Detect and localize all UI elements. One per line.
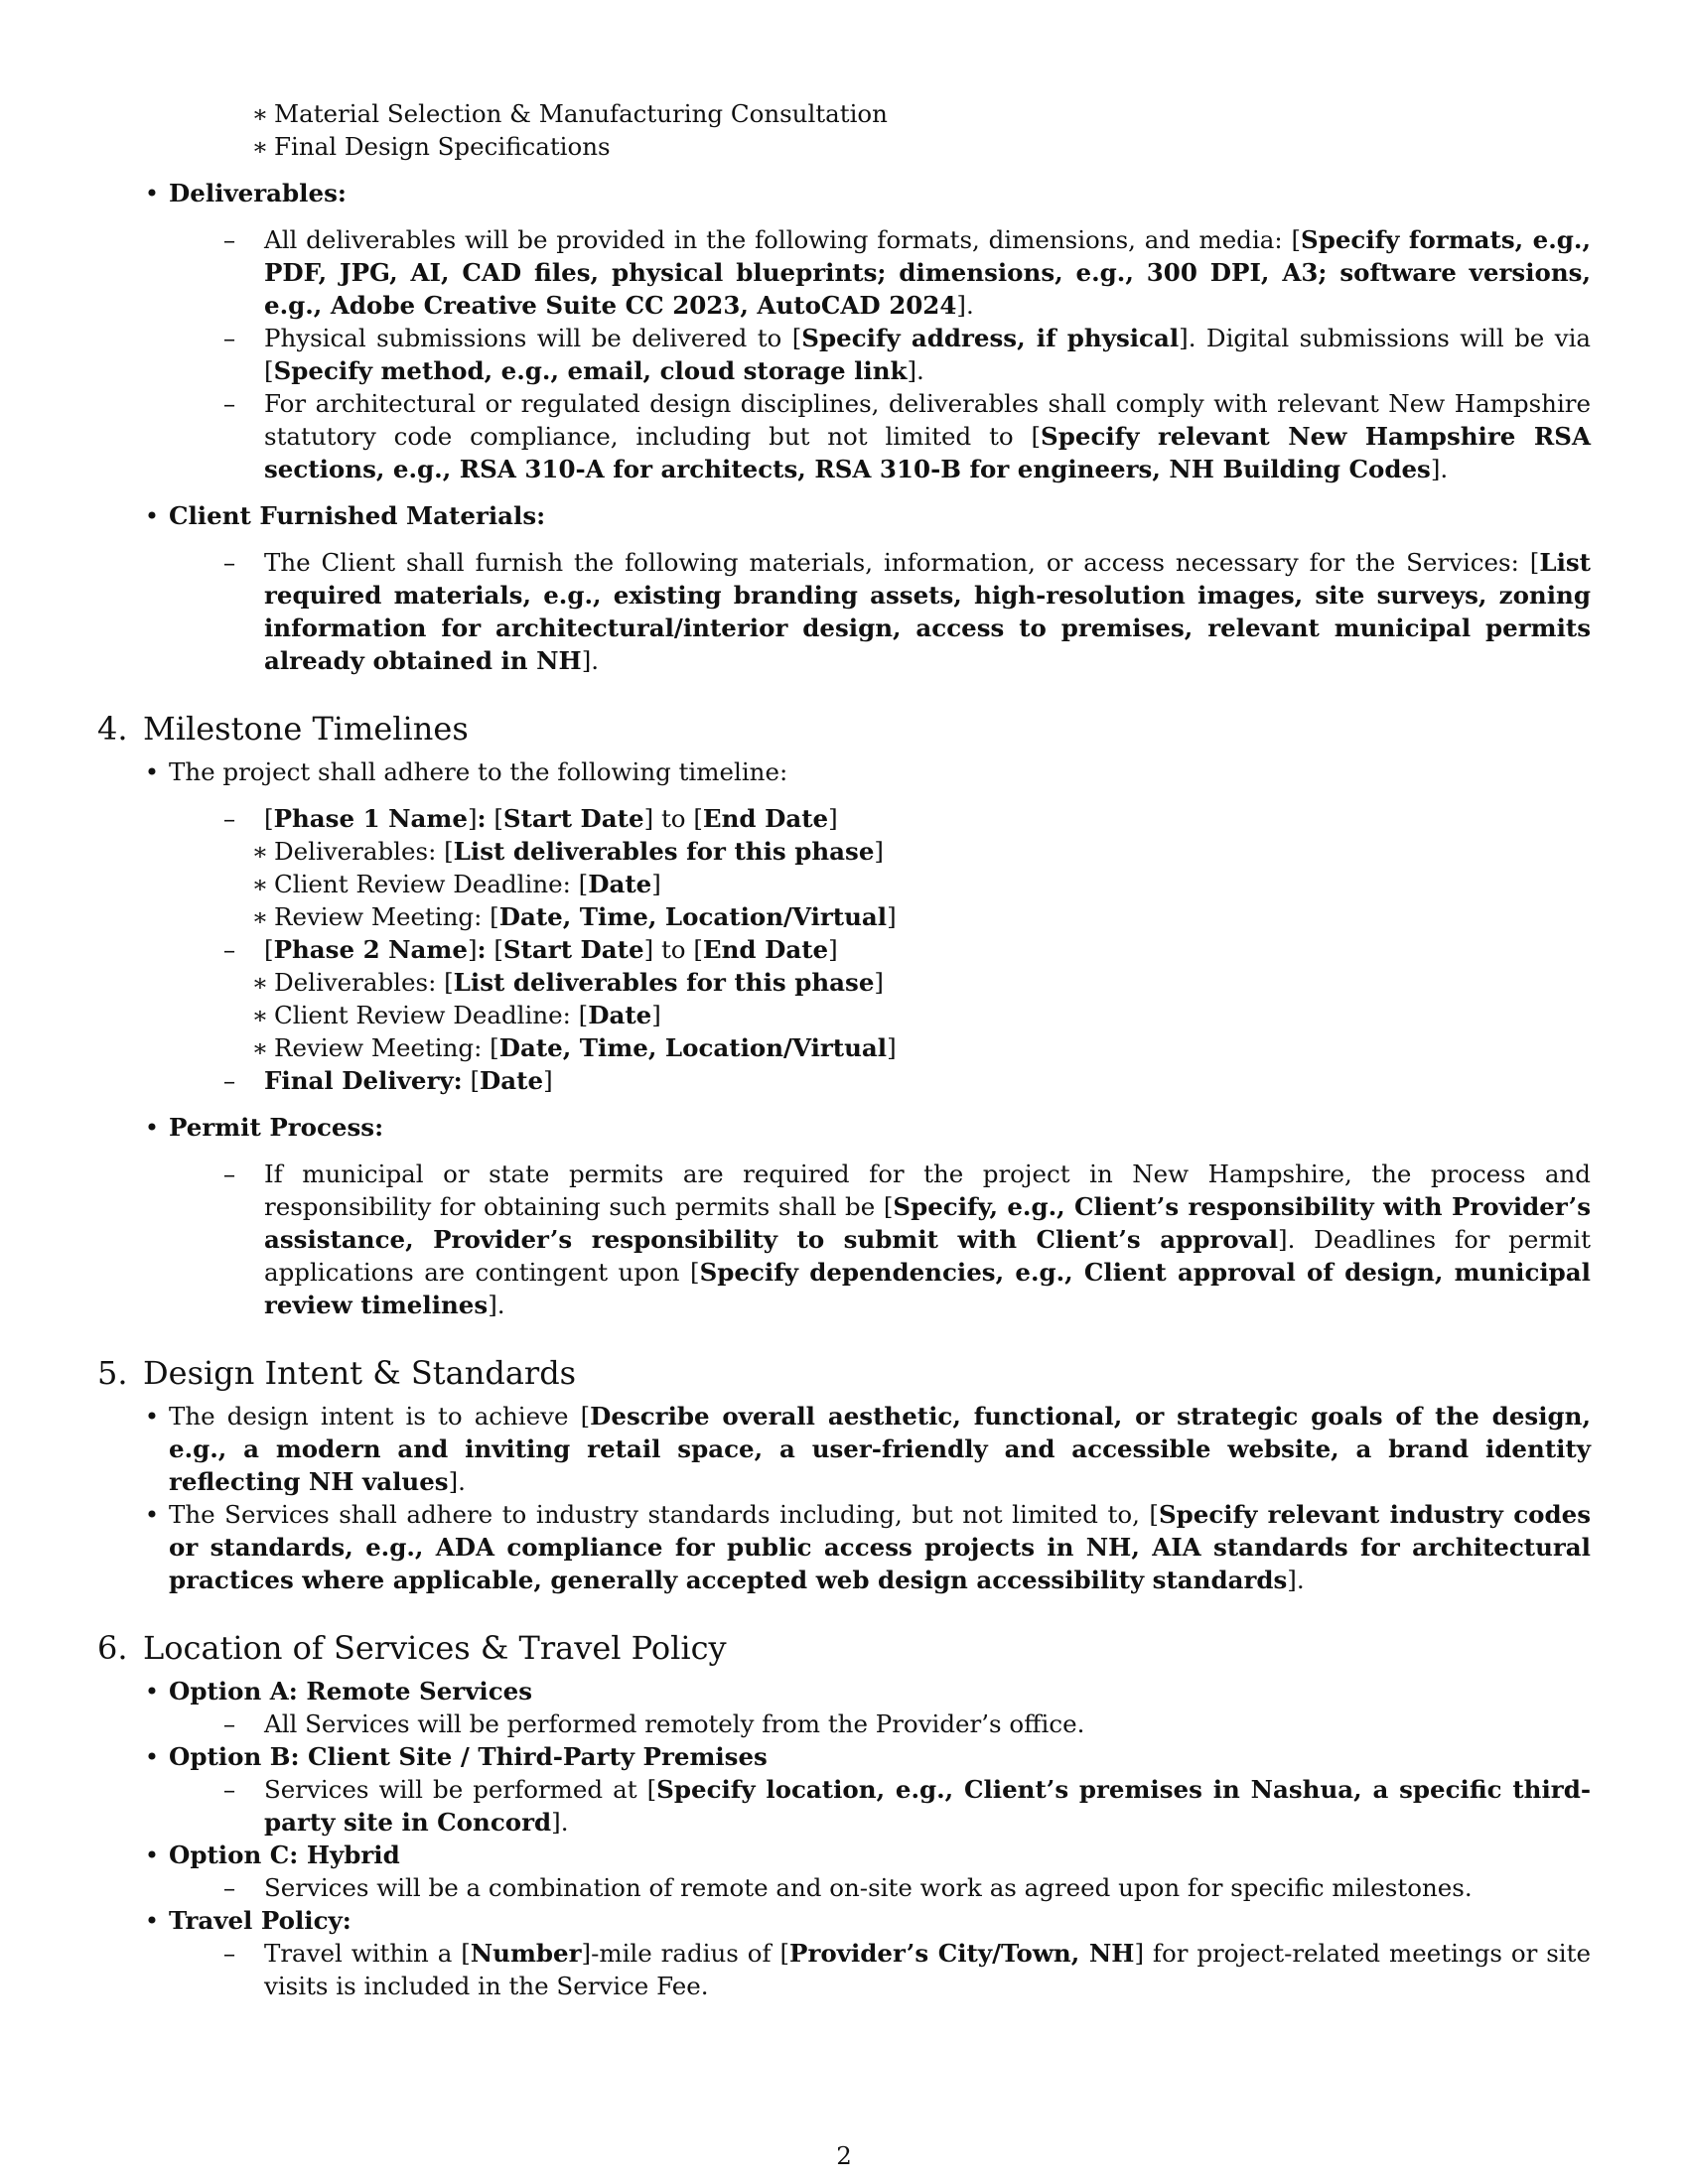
bullet-icon: • — [144, 1500, 160, 1529]
bullet-icon: • — [144, 1742, 160, 1771]
phase-item: – [Phase 1 Name]: [Start Date] to [End Date] — [97, 802, 1591, 835]
bullet-icon: • — [144, 501, 160, 530]
list-item: • The design intent is to achieve [Describe overall aesthetic, functional, or strategic goals of the design, e.g., a modern and inviting retail space, a user-friendly and accessible website, a brand identity reflecting NH values]. — [97, 1400, 1591, 1498]
list-item-client-furnished-materials: • Client Furnished Materials: — [97, 499, 1591, 532]
list-item: – The Client shall furnish the following materials, information, or access necessary for the Services: [List required materials, e.g., existing branding assets, high-resolution images, site surveys, zoning information for architectural/interior design, access to premises, relevant municipal permits already obtained in NH]. — [97, 546, 1591, 677]
bullet-icon: • — [144, 757, 160, 786]
list-item: ∗ Review Meeting: [Date, Time, Location/Virtual] — [97, 900, 1591, 933]
dash-bullet-icon: – — [222, 1939, 236, 1968]
section-heading: 6. Location of Services & Travel Policy — [97, 1629, 727, 1667]
page-number: 2 — [836, 2141, 852, 2170]
list-item: ∗ Deliverables: [List deliverables for this phase] — [97, 966, 1591, 999]
list-item-permit-process: • Permit Process: — [97, 1111, 1591, 1144]
bullet-icon: • — [144, 1402, 160, 1431]
asterisk-bullet-icon: ∗ — [251, 902, 269, 931]
list-item: • The Services shall adhere to industry standards including, but not limited to, [Specify relevant industry codes or standards, e.g., ADA compliance for public access projects in NH, AIA standards for architectural practices where applicable, generally accepted web design accessibility standards]. — [97, 1498, 1591, 1596]
list-item: ∗ Final Design Specifications — [97, 130, 1591, 163]
phase-item: – [Phase 2 Name]: [Start Date] to [End Date] — [97, 933, 1591, 966]
asterisk-bullet-icon: ∗ — [251, 132, 269, 161]
dash-bullet-icon: – — [222, 935, 236, 964]
list-item-final-delivery: – Final Delivery: [Date] — [97, 1064, 1591, 1097]
bullet-icon: • — [144, 179, 160, 207]
list-item: – Services will be a combination of remote and on-site work as agreed upon for specific milestones. — [97, 1871, 1591, 1904]
list-item: ∗ Deliverables: [List deliverables for this phase] — [97, 835, 1591, 868]
list-item: ∗ Client Review Deadline: [Date] — [97, 999, 1591, 1031]
section-heading: 5. Design Intent & Standards — [97, 1354, 577, 1392]
dash-bullet-icon: – — [222, 1775, 236, 1804]
list-item: – Services will be performed at [Specify location, e.g., Client’s premises in Nashua, a specific third-party site in Concord]. — [97, 1773, 1591, 1839]
dash-bullet-icon: – — [222, 225, 236, 254]
asterisk-bullet-icon: ∗ — [251, 837, 269, 866]
dash-bullet-icon: – — [222, 1160, 236, 1188]
bullet-icon: • — [144, 1906, 160, 1935]
bullet-icon: • — [144, 1113, 160, 1142]
list-item: • The project shall adhere to the following timeline: — [97, 755, 1591, 788]
dash-bullet-icon: – — [222, 1066, 236, 1095]
asterisk-bullet-icon: ∗ — [251, 870, 269, 898]
asterisk-bullet-icon: ∗ — [251, 1001, 269, 1029]
document-page — [97, 97, 1591, 2002]
list-item: – Physical submissions will be delivered to [Specify address, if physical]. Digital submissions will be via [Specify method, e.g., email, cloud storage link]. — [97, 322, 1591, 387]
asterisk-bullet-icon: ∗ — [251, 99, 269, 128]
list-item: – All deliverables will be provided in the following formats, dimensions, and media: [Specify formats, e.g., PDF, JPG, AI, CAD files, physical blueprints; dimensions, e.g., 300 DPI, A3; software versions, e.g., Adobe Creative Suite CC 2023, AutoCAD 2024]. — [97, 223, 1591, 322]
list-item: – All Services will be performed remotely from the Provider’s office. — [97, 1707, 1591, 1740]
dash-bullet-icon: – — [222, 1709, 236, 1738]
dash-bullet-icon: – — [222, 389, 236, 418]
asterisk-bullet-icon: ∗ — [251, 968, 269, 997]
dash-bullet-icon: – — [222, 548, 236, 577]
list-item: – If municipal or state permits are required for the project in New Hampshire, the process and responsibility for obtaining such permits shall be [Specify, e.g., Client’s responsibility with Provider’s assistance, Provider’s responsibility to submit with Client’s approval]. Deadlines for permit applications are contingent upon [Specify dependencies, e.g., Client approval of design, municipal review timelines]. — [97, 1158, 1591, 1321]
bullet-icon: • — [144, 1841, 160, 1869]
bullet-icon: • — [144, 1677, 160, 1706]
list-item-travel-policy: • Travel Policy: — [97, 1904, 1591, 1937]
list-item-option-b: • Option B: Client Site / Third-Party Premises — [97, 1740, 1591, 1773]
list-item-option-c: • Option C: Hybrid — [97, 1839, 1591, 1871]
asterisk-bullet-icon: ∗ — [251, 1033, 269, 1062]
section-heading: 4. Milestone Timelines — [97, 710, 469, 748]
list-item: ∗ Review Meeting: [Date, Time, Location/Virtual] — [97, 1031, 1591, 1064]
list-item: ∗ Client Review Deadline: [Date] — [97, 868, 1591, 900]
list-item: ∗ Material Selection & Manufacturing Consultation — [97, 97, 1591, 130]
list-item: – For architectural or regulated design disciplines, deliverables shall comply with relevant New Hampshire statutory code compliance, including but not limited to [Specify relevant New Hampshire RSA sections, e.g., RSA 310-A for architects, RSA 310-B for engineers, NH Building Codes]. — [97, 387, 1591, 485]
dash-bullet-icon: – — [222, 1873, 236, 1902]
dash-bullet-icon: – — [222, 804, 236, 833]
list-item-option-a: • Option A: Remote Services — [97, 1675, 1591, 1707]
dash-bullet-icon: – — [222, 324, 236, 352]
list-item-deliverables: • Deliverables: — [97, 177, 1591, 209]
list-item: – Travel within a [Number]-mile radius of [Provider’s City/Town, NH] for project-related meetings or site visits is included in the Service Fee. — [97, 1937, 1591, 2002]
